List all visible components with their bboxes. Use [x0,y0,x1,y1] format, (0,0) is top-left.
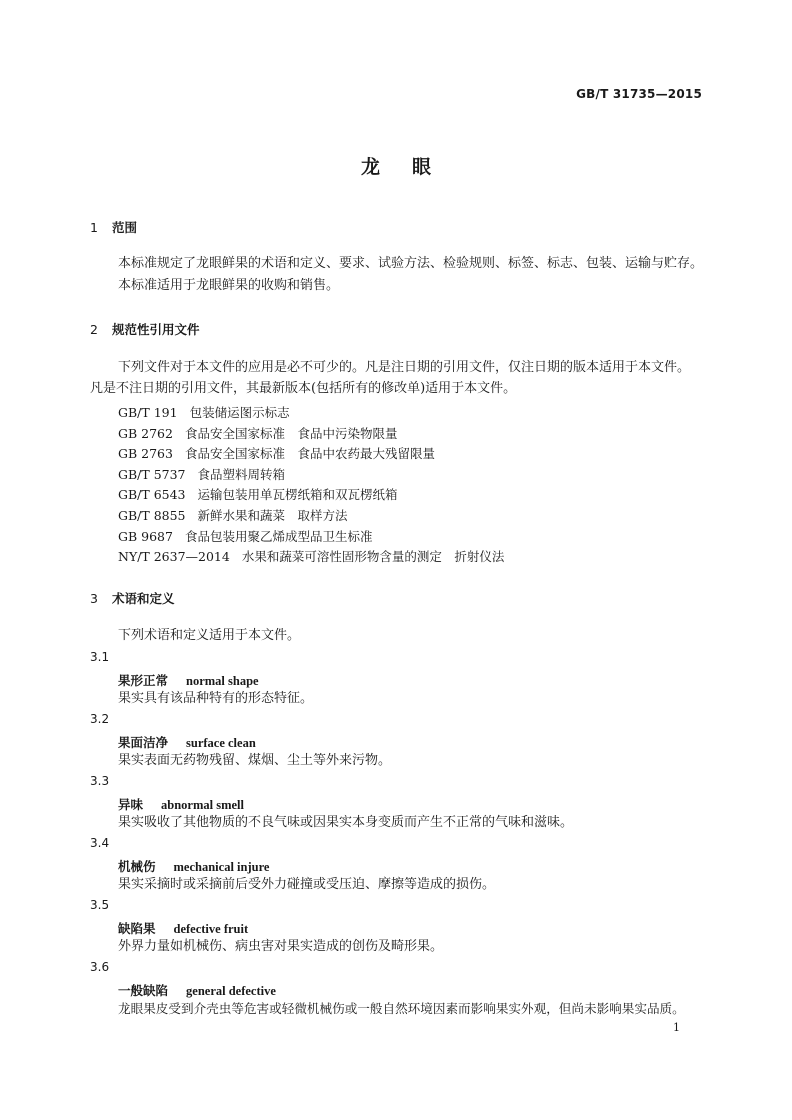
section-number: 2 [90,322,98,337]
term-definition: 果实采摘时或采摘前后受外力碰撞或受压迫、摩擦等造成的损伤。 [118,877,496,892]
term-heading [118,671,259,689]
term-zh: 果形正常 [118,673,169,688]
term-definition: 果实具有该品种特有的形态特征。 [118,691,314,706]
reference-code: GB/T 8855 [118,507,186,523]
reference-item [118,485,504,506]
term-definition: 果实表面无药物残留、煤烟、尘土等外来污物。 [118,753,392,768]
term-zh: 果面洁净 [118,735,169,750]
term-en: surface clean [186,736,256,750]
clause-number: 3.1 [90,650,110,664]
section-title: 规范性引用文件 [112,322,200,337]
reference-code: GB 9687 [118,528,173,544]
reference-title: 新鲜水果和蔬菜 取样方法 [197,507,348,523]
term-heading [118,857,269,875]
reference-item [118,424,504,445]
term-en: abnormal smell [161,798,244,812]
term-definition: 外界力量如机械伤、病虫害对果实造成的创伤及畸形果。 [118,939,444,954]
term-en: defective fruit [173,922,249,936]
term-heading [118,795,244,813]
term-heading [118,733,256,751]
reference-title: 运输包装用单瓦楞纸箱和双瓦楞纸箱 [197,487,398,503]
clause-number: 3.2 [90,712,110,726]
section-number: 3 [90,591,98,606]
reference-title: 水果和蔬菜可溶性固形物含量的测定 折射仪法 [241,549,505,565]
section-title: 范围 [112,220,138,235]
reference-title: 食品安全国家标准 食品中污染物限量 [184,425,398,441]
reference-code: GB/T 191 [118,405,178,420]
section-heading-normative-references [90,320,200,338]
clause-number: 3.6 [90,960,110,974]
reference-item [118,444,504,465]
term-zh: 一般缺陷 [118,983,169,998]
reference-item [118,547,504,568]
term-zh: 异味 [118,797,144,812]
reference-title: 包装储运图示标志 [189,405,290,420]
page-number: 1 [673,1021,680,1034]
reference-item [118,465,504,486]
reference-title: 食品塑料周转箱 [197,466,286,482]
document-title: 龙眼 [360,156,463,178]
section-title: 术语和定义 [112,591,175,606]
clause-number: 3.5 [90,898,110,912]
term-en: mechanical injure [173,860,270,874]
section-heading-scope [90,218,137,236]
section-number: 1 [90,220,98,235]
clause-number: 3.4 [90,836,110,850]
section-heading-terms [90,589,175,607]
reference-code: GB/T 5737 [118,466,186,482]
reference-title: 食品包装用聚乙烯成型品卫生标准 [184,528,373,544]
term-zh: 缺陷果 [118,921,156,936]
reference-code: GB 2763 [118,446,173,462]
term-zh: 机械伤 [118,859,156,874]
term-heading [118,981,276,999]
reference-item [118,527,504,548]
reference-item [118,403,504,424]
standard-number: GB/T 31735—2015 [576,87,702,101]
scope-paragraph-1: 本标准规定了龙眼鲜果的术语和定义、要求、试验方法、检验规则、标签、标志、包装、运输与贮存。 [118,256,704,271]
term-en: general defective [186,984,276,998]
reference-list [118,403,504,568]
term-en: normal shape [186,674,259,688]
terms-intro: 下列术语和定义适用于本文件。 [118,628,301,643]
reference-code: NY/T 2637—2014 [118,549,230,565]
term-heading [118,919,248,937]
term-definition: 龙眼果皮受到介壳虫等危害或轻微机械伤或一般自然环境因素而影响果实外观，但尚未影响果实品质。 [118,1001,685,1016]
reference-code: GB 2762 [118,425,173,441]
reference-item [118,506,504,527]
references-intro: 下列文件对于本文件的应用是必不可少的。凡是注日期的引用文件，仅注日期的版本适用于本文件。凡是不注日期的引用文件，其最新版本(包括所有的修改单)适用于本文件。 [90,360,691,396]
term-definition: 果实吸收了其他物质的不良气味或因果实本身变质而产生不正常的气味和滋味。 [118,815,574,830]
scope-paragraph-2: 本标准适用于龙眼鲜果的收购和销售。 [118,278,340,293]
reference-title: 食品安全国家标准 食品中农药最大残留限量 [184,446,435,462]
clause-number: 3.3 [90,774,110,788]
reference-code: GB/T 6543 [118,487,186,503]
